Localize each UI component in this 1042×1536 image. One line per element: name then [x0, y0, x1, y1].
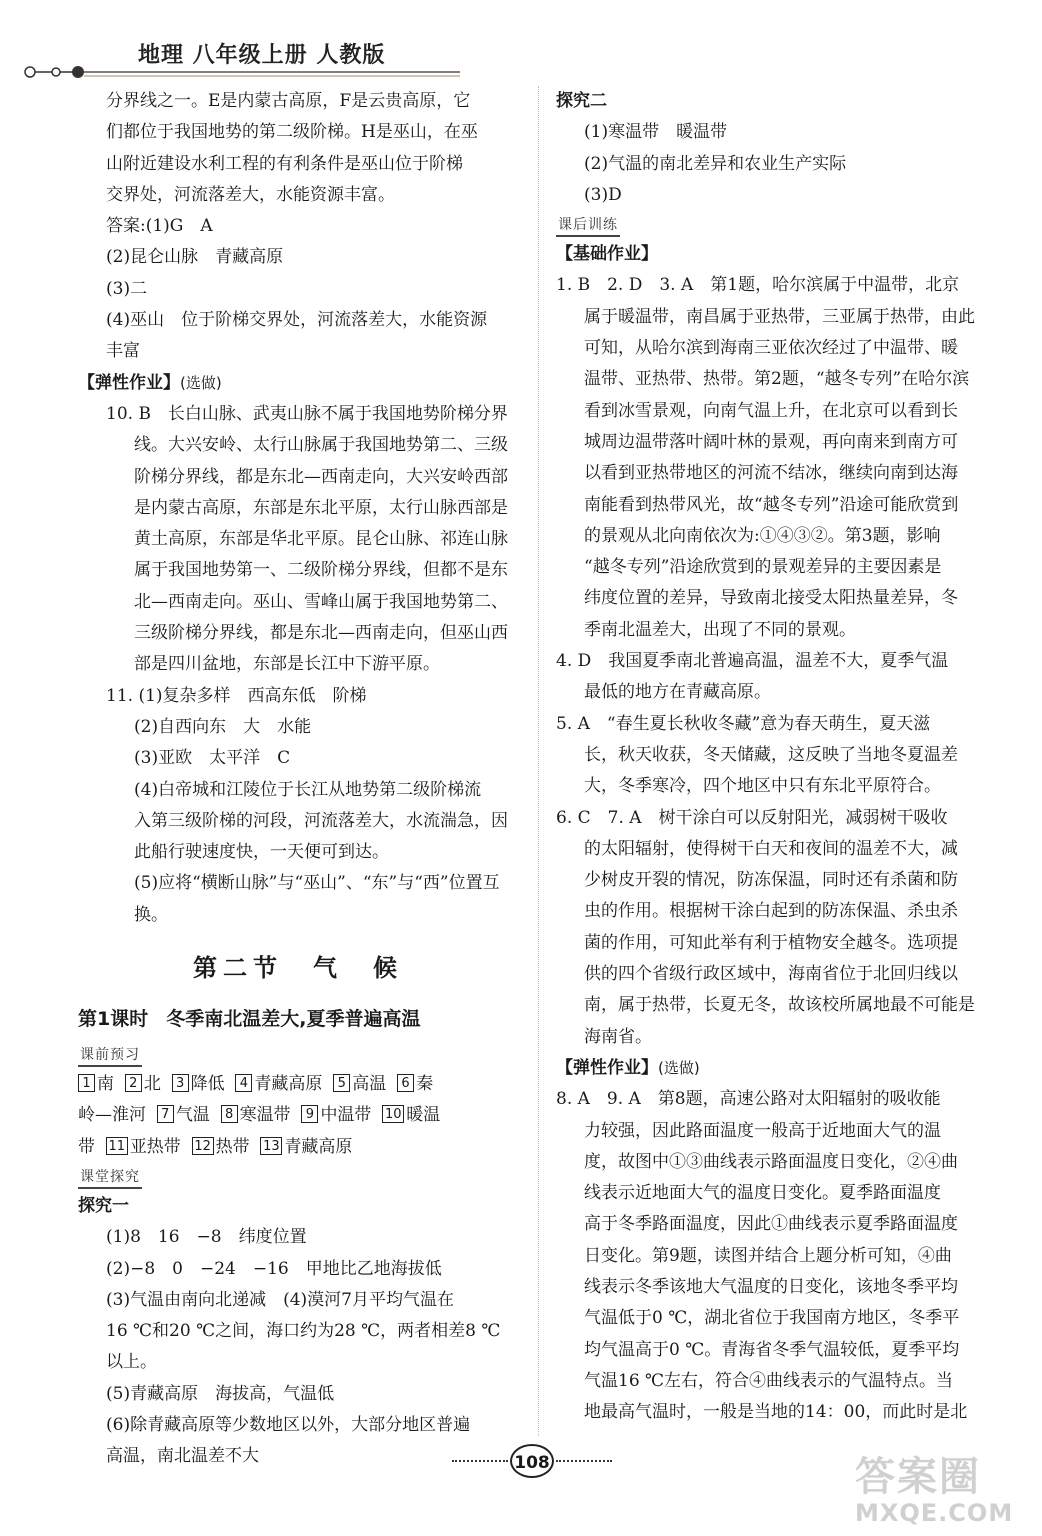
q8-line: 气温低于0 ℃，湖北省位于我国南方地区，冬季平 — [584, 1308, 960, 1329]
q1-line: 属于暖温带，南昌属于亚热带，三亚属于热带，由此 — [584, 306, 975, 327]
explore-1-line: (1)8 16 −8 纬度位置 — [106, 1227, 307, 1248]
q8-line: 力较强，因此路面温度一般高于近地面大气的温 — [584, 1120, 941, 1141]
explore-2-heading: 探究二 — [556, 91, 607, 111]
answer-line: (2)昆仑山脉 青藏高原 — [106, 247, 284, 268]
intro-line: 们都位于我国地势的第二级阶梯。H是巫山，在巫 — [106, 122, 478, 143]
answer-line: 丰富 — [106, 341, 140, 362]
intro-line: 分界线之一。E是内蒙古高原，F是云贵高原，它 — [106, 91, 471, 111]
page-number: 108 — [510, 1444, 554, 1478]
q4-line: 最低的地方在青藏高原。 — [584, 682, 771, 703]
preview-line-2: 岭—淮河 7 气温 8 寒温带 9 中温带 10 暖温 — [78, 1105, 441, 1126]
class-explore-label: 课堂探究 — [78, 1167, 142, 1189]
q5-line: 5. A “春生夏长秋收冬藏”意为春天萌生，夏天滋 — [556, 713, 931, 734]
page-dots-left — [452, 1460, 508, 1462]
q5-line: 长，秋天收获，冬天储藏，这反映了当地冬夏温差 — [584, 744, 958, 765]
intro-line: 交界处，河流落差大，水能资源丰富。 — [106, 184, 395, 205]
section-title: 第二节 气 候 — [193, 954, 403, 983]
explore-1-line: (2)−8 0 −24 −16 甲地比乙地海拔低 — [106, 1258, 442, 1279]
q1-line: “越冬专列”沿途欣赏到的景观差异的主要因素是 — [584, 557, 942, 578]
preview-label: 课前预习 — [78, 1045, 142, 1067]
explore-1-line: (5)青藏高原 海拔高，气温低 — [106, 1383, 335, 1404]
q11-line: (2)自西向东 大 水能 — [134, 716, 312, 737]
lesson-title: 第1课时 冬季南北温差大,夏季普遍高温 — [78, 1008, 421, 1031]
q10-line: 阶梯分界线，都是东北—西南走向，大兴安岭西部 — [134, 466, 508, 487]
intro-line: 山附近建设水利工程的有利条件是巫山位于阶梯 — [106, 153, 463, 174]
q1-line: 季南北温差大，出现了不同的景观。 — [584, 619, 856, 640]
q1-line: 纬度位置的差异，导致南北接受太阳热量差异，冬 — [584, 588, 958, 609]
q11-line: (3)亚欧 太平洋 C — [134, 748, 291, 769]
q6-line: 海南省。 — [584, 1026, 652, 1047]
header-ornament — [20, 62, 460, 86]
preview-line-1: 1 南 2 北 3 降低 4 青藏高原 5 高温 6 秦 — [78, 1069, 518, 1100]
q10-line: 线。大兴安岭、太行山脉属于我国地势第二、三级 — [134, 435, 508, 456]
site-watermark: 答案圈 MXQE.COM — [855, 1454, 1014, 1527]
q6-line: 6. C 7. A 树干涂白可以反射阳光，减弱树干吸收 — [556, 807, 948, 828]
elastic-homework-label: 【弹性作业】(选做) — [78, 372, 222, 393]
q8-line: 地最高气温时，一般是当地的14：00，而此时是北 — [584, 1402, 968, 1423]
right-column — [556, 86, 996, 1428]
q10-line: 10. B 长白山脉、武夷山脉不属于我国地势阶梯分界 — [106, 403, 508, 424]
q8-line: 高于冬季路面温度，因此①曲线表示夏季路面温度 — [584, 1214, 958, 1235]
page-number-area — [452, 1442, 612, 1482]
q10-line: 三级阶梯分界线，都是东北—西南走向，但巫山西 — [134, 623, 508, 644]
explore-1-line: 以上。 — [106, 1352, 157, 1373]
explore-1-line: 高温，南北温差不大 — [106, 1446, 259, 1467]
q6-line: 菌的作用，可知此举有利于植物安全越冬。选项提 — [584, 932, 958, 953]
q11-line: (5)应将“横断山脉”与“巫山”、“东”与“西”位置互换。 — [134, 873, 500, 925]
answer-line: (3)二 — [106, 278, 148, 299]
q1-line: 南能看到热带风光，故“越冬专列”沿途可能欣赏到 — [584, 494, 959, 515]
explore-1-heading: 探究一 — [78, 1195, 129, 1216]
q11-line: (4)白帝城和江陵位于长江从地势第二级阶梯流 — [134, 779, 482, 800]
preview-line-3: 带 11 亚热带 12 热带 13 青藏高原 — [78, 1136, 353, 1157]
explore-1-line: (3)气温由南向北递减 (4)漠河7月平均气温在 — [106, 1289, 454, 1310]
q11-line: 此船行驶速度快，一天便可到达。 — [134, 842, 389, 863]
q6-line: 南，属于热带，长夏无冬，故该校所属地最不可能是 — [584, 995, 975, 1016]
q1-line: 看到冰雪景观，向南气温上升，在北京可以看到长 — [584, 400, 958, 421]
q6-line: 的太阳辐射，使得树干白天和夜间的温差不大，减 — [584, 838, 958, 859]
q1-line: 城周边温带落叶阔叶林的景观，再向南来到南方可 — [584, 431, 958, 452]
explore-1-line: 16 ℃和20 ℃之间，海口约为28 ℃，两者相差8 ℃ — [106, 1321, 501, 1342]
q11-line: 11. (1)复杂多样 西高东低 阶梯 — [106, 685, 367, 706]
q6-line: 少树皮开裂的情况，防冻保温，同时还有杀菌和防 — [584, 870, 958, 891]
q10-line: 北—西南走向。巫山、雪峰山属于我国地势第二、 — [134, 591, 508, 612]
q8-line: 线表示近地面大气的温度日变化。夏季路面温度 — [584, 1183, 941, 1204]
explore-1-line: (6)除青藏高原等少数地区以外，大部分地区普遍 — [106, 1414, 471, 1435]
left-column — [78, 86, 518, 1473]
q10-line: 黄土高原，东部是华北平原。昆仑山脉、祁连山脉 — [134, 529, 508, 550]
q8-line: 均气温高于0 ℃。青海省冬季气温较低，夏季平均 — [584, 1339, 960, 1360]
column-divider — [538, 86, 539, 1436]
q8-line: 度，故图中①③曲线表示路面温度日变化，②④曲 — [584, 1151, 958, 1172]
explore-2-line: (3)D — [584, 184, 622, 205]
q11-line: 入第三级阶梯的河段，河流落差大，水流湍急，因 — [134, 810, 508, 831]
q1-line: 1. B 2. D 3. A 第1题，哈尔滨属于中温带，北京 — [556, 275, 960, 296]
q4-line: 4. D 我国夏季南北普遍高温，温差不大，夏季气温 — [556, 651, 949, 672]
page-dots-right — [556, 1460, 612, 1462]
q5-line: 大，冬季寒冷，四个地区中只有东北平原符合。 — [584, 776, 941, 797]
q6-line: 虫的作用。根据树干涂白起到的防冻保温、杀虫杀 — [584, 901, 958, 922]
explore-2-line: (1)寒温带 暖温带 — [584, 122, 728, 143]
q1-line: 以看到亚热带地区的河流不结冰，继续向南到达海 — [584, 463, 958, 484]
answer-line: (4)巫山 位于阶梯交界处，河流落差大，水能资源 — [106, 310, 488, 331]
q6-line: 供的四个省级行政区域中，海南省位于北回归线以 — [584, 964, 958, 985]
q8-line: 线表示冬季该地大气温度的日变化，该地冬季平均 — [584, 1276, 958, 1297]
q8-line: 日变化。第9题，读图并结合上题分析可知，④曲 — [584, 1245, 952, 1266]
page-header-title: 地理 八年级上册 人教版 — [138, 43, 386, 68]
q10-line: 属于我国地势第一、二级阶梯分界线，但都不是东 — [134, 560, 508, 581]
basic-homework-label: 【基础作业】 — [556, 244, 658, 265]
q8-line: 8. A 9. A 第8题，高速公路对太阳辐射的吸收能 — [556, 1089, 941, 1110]
q10-line: 部是四川盆地，东部是长江中下游平原。 — [134, 654, 440, 675]
q1-line: 可知，从哈尔滨到海南三亚依次经过了中温带、暖 — [584, 338, 958, 359]
q1-line: 温带、亚热带、热带。第2题，“越冬专列”在哈尔滨 — [584, 369, 970, 390]
explore-2-line: (2)气温的南北差异和农业生产实际 — [584, 153, 847, 174]
q1-line: 的景观从北向南依次为:①④③②。第3题，影响 — [584, 525, 941, 546]
after-class-label: 课后训练 — [556, 215, 620, 237]
q10-line: 是内蒙古高原，东部是东北平原，太行山脉西部是 — [134, 497, 508, 518]
elastic-homework-label-right: 【弹性作业】(选做) — [556, 1057, 700, 1078]
answer-line: 答案:(1)G A — [106, 216, 213, 237]
q8-line: 气温16 ℃左右，符合④曲线表示的气温特点。当 — [584, 1370, 954, 1391]
